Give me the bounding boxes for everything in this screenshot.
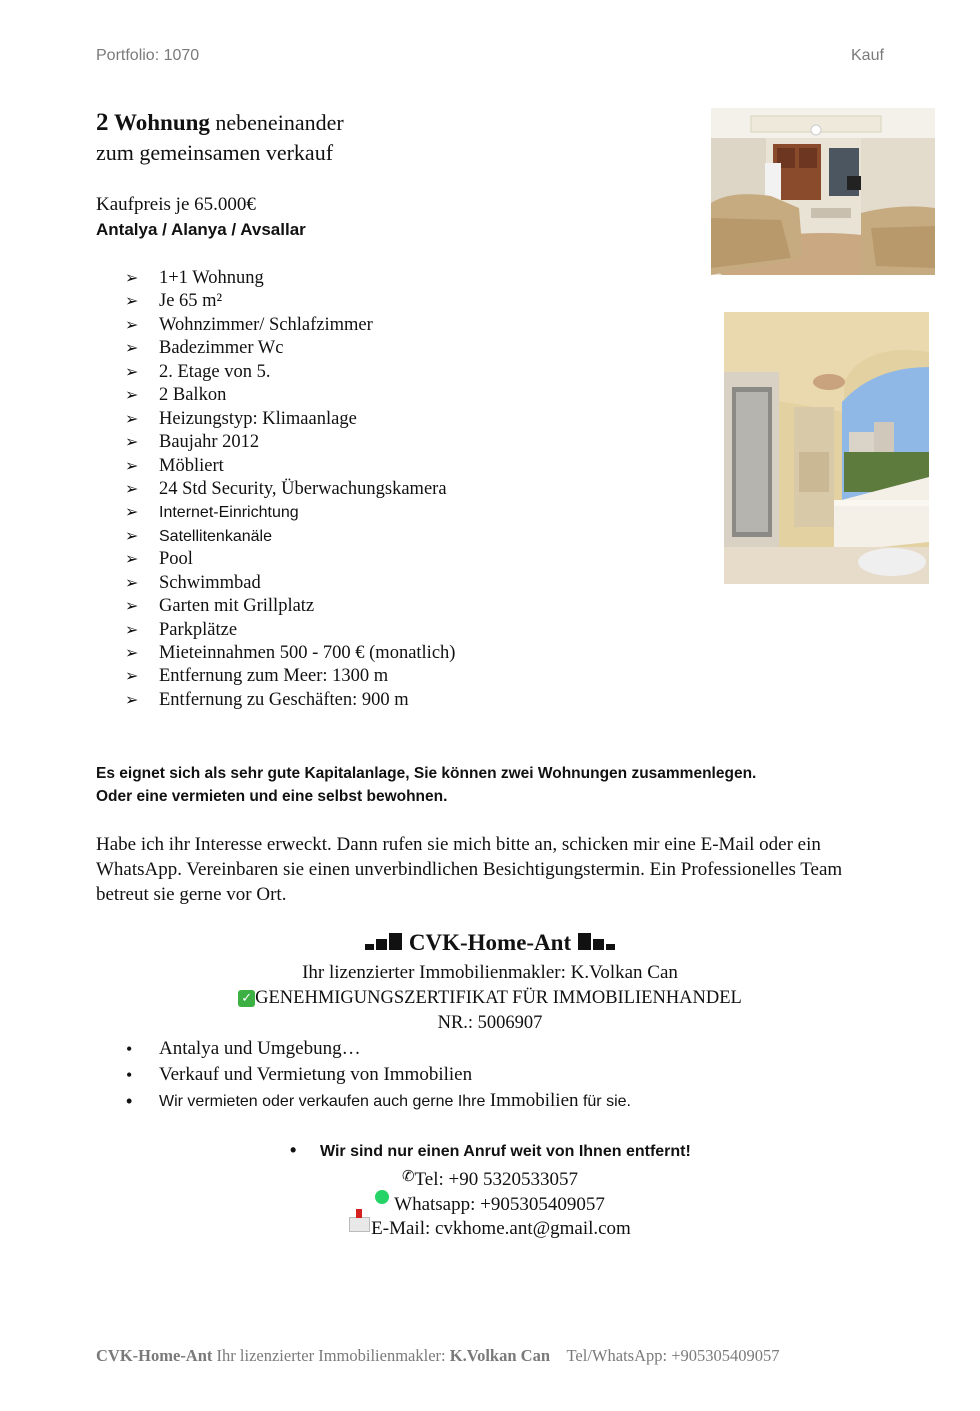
brand-name: CVK-Home-Ant — [408, 930, 572, 955]
brand-heading — [0, 930, 980, 956]
arrow-bullet-icon: ➢ — [125, 293, 139, 311]
location: Antalya / Alanya / Avsallar — [96, 220, 306, 239]
feature-item: ➢ Heizungstyp: Klimaanlage — [125, 408, 455, 431]
email-icon — [349, 1217, 370, 1232]
arrow-bullet-icon: ➢ — [125, 270, 139, 287]
service-item: • Antalya und Umgebung… — [126, 1036, 631, 1062]
arrow-bullet-icon: ➢ — [125, 668, 139, 686]
living-room-illustration — [711, 108, 935, 275]
feature-item: ➢ Badezimmer Wc — [125, 337, 455, 360]
bullet-icon: • — [290, 1140, 297, 1160]
title-keyword: Wohnung — [114, 110, 210, 135]
feature-item: ➢ Möbliert — [125, 455, 455, 478]
feature-item: ➢ Wohnzimmer/ Schlafzimmer — [125, 314, 455, 337]
feature-item: ➢ Schwimmbad — [125, 572, 455, 595]
arrow-bullet-icon: ➢ — [125, 621, 139, 639]
arrow-bullet-icon: ➢ — [125, 527, 139, 545]
arrow-bullet-icon: ➢ — [125, 598, 139, 616]
balcony-illustration — [724, 312, 929, 584]
title-rest: nebeneinander — [215, 110, 344, 135]
footer-name: K.Volkan Can — [449, 1346, 550, 1365]
contact-paragraph: Habe ich ihr Interesse erweckt. Dann rufen sie mich bitte an, schicken mir eine E-Mail oder ein WhatsApp. Vereinbaren sie einen unverbindlichen Besichtigungstermin. Ein Professionelles Team betreut sie gerne vor Ort. — [96, 834, 843, 905]
phone-icon: ✆ — [401, 1167, 415, 1185]
arrow-bullet-icon: ➢ — [125, 480, 139, 498]
listing-title — [96, 108, 344, 168]
arrow-bullet-icon: ➢ — [125, 691, 139, 709]
living-room-photo — [711, 108, 935, 275]
feature-item: ➢ Satellitenkanäle — [125, 525, 455, 548]
certificate-line: ✓ GENEHMIGUNGSZERTIFIKAT FÜR IMMOBILIENHANDEL — [0, 986, 980, 1011]
footer-middle: Ihr lizenzierter Immobilienmakler: — [216, 1346, 446, 1365]
whatsapp-icon — [375, 1190, 389, 1204]
whatsapp-contact[interactable]: Whatsapp: +905305409057 — [0, 1190, 980, 1217]
services-list — [126, 1036, 631, 1114]
feature-item: ➢ 24 Std Security, Überwachungskamera — [125, 478, 455, 501]
brand-block-icon — [593, 939, 604, 950]
arrow-bullet-icon: ➢ — [125, 551, 139, 569]
feature-list — [125, 267, 455, 712]
title-number: 2 — [96, 109, 109, 136]
note-line-1: Es eignet sich als sehr gute Kapitalanlage, Sie können zwei Wohnungen zusammenlegen. — [96, 765, 757, 782]
email-contact[interactable]: E-Mail: cvkhome.ant@gmail.com — [0, 1216, 980, 1241]
feature-item: ➢ Baujahr 2012 — [125, 431, 455, 454]
brand-block-icon — [365, 944, 374, 950]
feature-item: ➢ Pool — [125, 548, 455, 571]
feature-item: ➢ Entfernung zu Geschäften: 900 m — [125, 689, 455, 712]
brand-block-icon — [389, 933, 402, 950]
check-mark-icon: ✓ — [238, 990, 255, 1007]
page-footer — [96, 1346, 780, 1366]
brand-block-icon — [578, 933, 591, 950]
arrow-bullet-icon: ➢ — [125, 574, 139, 592]
license-line: Ihr lizenzierter Immobilienmakler: K.Volkan Can — [302, 962, 678, 983]
arrow-bullet-icon: ➢ — [125, 340, 139, 358]
arrow-bullet-icon: ➢ — [125, 363, 139, 381]
arrow-bullet-icon: ➢ — [125, 434, 139, 452]
phone-contact[interactable]: ✆Tel: +90 5320533057 — [0, 1164, 980, 1192]
listing-type: Kauf — [851, 47, 884, 64]
feature-item: ➢ Garten mit Grillplatz — [125, 595, 455, 618]
title-line2: zum gemeinsamen verkauf — [96, 140, 334, 165]
arrow-bullet-icon: ➢ — [125, 316, 139, 334]
arrow-bullet-icon: ➢ — [125, 645, 139, 662]
service-item: • Verkauf und Vermietung von Immobilien — [126, 1062, 631, 1088]
feature-item: ➢ Entfernung zum Meer: 1300 m — [125, 665, 455, 688]
feature-item: ➢ Internet-Einrichtung — [125, 501, 455, 524]
footer-tel: Tel/WhatsApp: +905305409057 — [566, 1346, 780, 1365]
brand-block-icon — [376, 939, 387, 950]
feature-item: ➢ 2. Etage von 5. — [125, 361, 455, 384]
footer-brand: CVK-Home-Ant — [96, 1346, 213, 1365]
feature-item: ➢ 1+1 Wohnung — [125, 267, 455, 290]
arrow-bullet-icon: ➢ — [125, 387, 139, 405]
arrow-bullet-icon: ➢ — [125, 457, 139, 475]
feature-item: ➢ Je 65 m² — [125, 290, 455, 313]
call-prompt: • Wir sind nur einen Anruf weit von Ihnen entfernt! — [290, 1140, 691, 1160]
service-item: • Wir vermieten oder verkaufen auch gerne Ihre Immobilien für sie. — [126, 1088, 631, 1114]
certificate-number: NR.: 5006907 — [437, 1013, 543, 1033]
purchase-price: Kaufpreis je 65.000€ — [96, 194, 256, 215]
arrow-bullet-icon: ➢ — [125, 410, 139, 428]
feature-item: ➢ Mieteinnahmen 500 - 700 € (monatlich) — [125, 642, 455, 665]
feature-item: ➢ 2 Balkon — [125, 384, 455, 407]
brand-block-icon — [606, 944, 615, 950]
portfolio-number: Portfolio: 1070 — [96, 47, 200, 64]
note-line-2: Oder eine vermieten und eine selbst bewohnen. — [96, 788, 448, 805]
feature-item: ➢ Parkplätze — [125, 619, 455, 642]
investment-note — [96, 762, 756, 808]
balcony-photo — [724, 312, 929, 584]
arrow-bullet-icon: ➢ — [125, 504, 139, 522]
